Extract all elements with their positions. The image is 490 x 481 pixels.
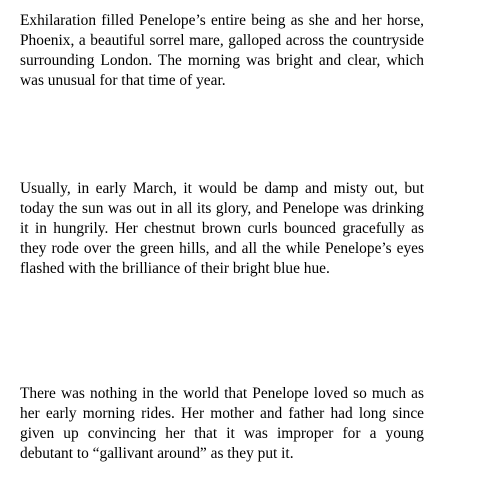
paragraph-1: Exhilaration filled Penelope’s entire being as she and her horse, Phoenix, a beautiful sorrel mare, galloped across the countryside surrounding London. The morning was bright and clear, which was unusual for that time of year. [20, 12, 424, 89]
paragraph-2: Usually, in early March, it would be damp and misty out, but today the sun was out in all its glory, and Penelope was drinking it in hungrily. Her chestnut brown curls bounced gracefully as they rode over the green hills, and all the while Penelope’s eyes flashed with the brilliance of their bright blue hue. [20, 180, 424, 277]
paragraph-3: There was nothing in the world that Penelope loved so much as her early morning rides. Her mother and father had long since given up convincing her that it was improper for a young debutant to “gallivant around” as they put it. [20, 385, 424, 462]
